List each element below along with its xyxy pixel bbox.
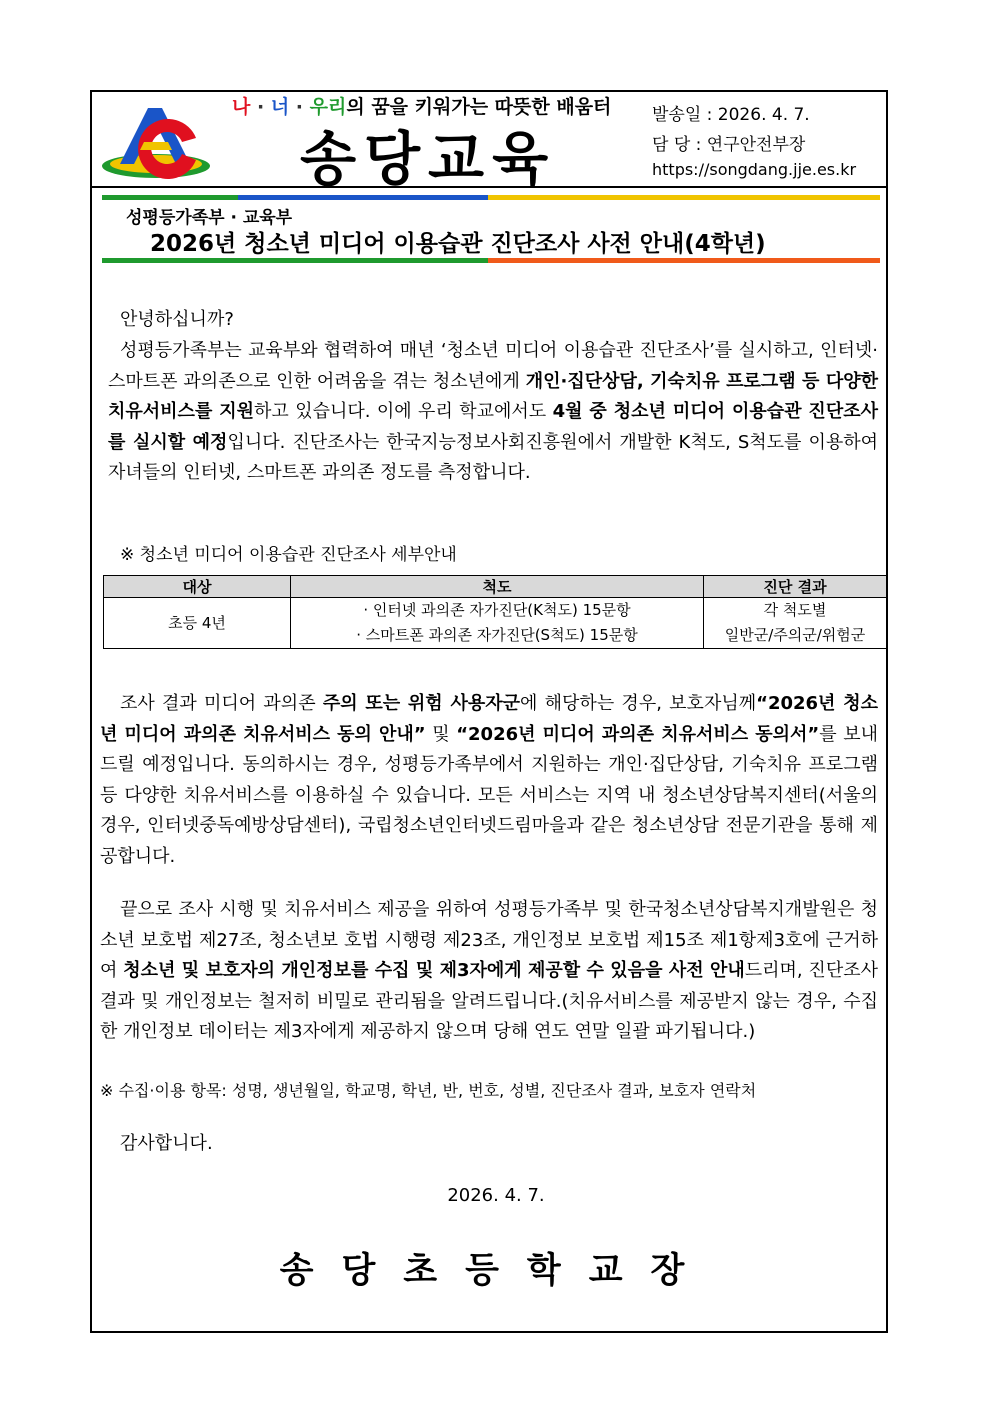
closing-thanks: 감사합니다. (120, 1133, 213, 1154)
collection-note: ※ 수집·이용 항목: 성명, 생년월일, 학교명, 학년, 반, 번호, 성별, 진단조사 결과, 보호자 연락처 (100, 1081, 757, 1100)
result-line-2: 일반군/주의군/위험군 (724, 626, 866, 644)
website-link[interactable]: https://songdang.jje.es.kr (652, 160, 857, 179)
scale-s: · 스마트폰 과의존 자가진단(S척도) 15문항 (356, 626, 638, 644)
notice-title: 2026년 청소년 미디어 이용습관 진단조사 사전 안내(4학년) (150, 231, 766, 257)
principal-signature: 송당초등학교장 (279, 1251, 713, 1291)
school-logo (100, 102, 212, 180)
emphasis: 개인·집단상담, 기숙치유 프로그램 등 다양한 치유서비스를 지원 (108, 370, 878, 422)
result-line-1: 각 척도별 (763, 601, 827, 619)
bottom-bar-green (102, 258, 488, 263)
paragraph-results (100, 689, 878, 872)
cell-result (704, 598, 887, 649)
slogan-separator: · (289, 96, 310, 118)
emphasis: 4월 중 청소년 미디어 이용습관 진단조사를 실시할 예정 (108, 401, 878, 453)
top-bar-yellow (488, 195, 880, 200)
cell-target: 초등 4년 (104, 598, 291, 649)
text: 입니다. 진단조사는 한국지능정보사회진흥원에서 개발한 K척도, S척도를 이용하여 자녀들의 인터넷, 스마트폰 과의존 정도를 측정합니다. (108, 431, 878, 483)
header-result: 진단 결과 (704, 576, 887, 598)
emphasis: “2026년 미디어 과의존 치유서비스 동의서” (456, 723, 820, 745)
top-bar-green (102, 195, 238, 200)
text: 성평등가족부는 교육부와 협력하여 매년 ‘청소년 미디어 이용습관 진단조사’를 실시하고, 인터넷·스마트폰 과의존으로 인한 어려움을 겪는 청소년에게 (108, 340, 878, 392)
slogan-word-na: 나 (232, 96, 251, 118)
text: 에 해당하는 경우, 보호자님께 (520, 693, 757, 714)
table-caption: ※ 청소년 미디어 이용습관 진단조사 세부안내 (120, 545, 457, 565)
letter-date: 2026. 4. 7. (447, 1185, 545, 1206)
bottom-bar-orange (488, 258, 880, 263)
slogan-word-uri: 우리 (309, 96, 347, 118)
text: 끝으로 조사 시행 및 치유서비스 제공을 위하여 성평등가족부 및 한국청소년상담복지개발원은 청소년 보호법 제27조, 청소년보 호법 시행령 제23조, 개인정보 보호법 제15조 제1항제3호에 근거하여 (100, 899, 878, 981)
header-scale: 척도 (291, 576, 704, 598)
text: 조사 결과 미디어 과의존 (120, 693, 323, 714)
text: 드리며, 진단조사 결과 및 개인정보는 철저히 비밀로 관리됨을 알려드립니다.(치유서비스를 제공받지 않는 경우, 수집한 개인정보 데이터는 제3자에게 제공하지 않으며 당해 연도 연말 일괄 파기됩니다.) (100, 960, 878, 1042)
slogan-rest: 의 꿈을 키워가는 따뜻한 배움터 (346, 96, 612, 118)
emphasis: “2026년 청소년 미디어 과의존 치유서비스 동의 안내” (100, 693, 878, 745)
slogan-word-neo: 너 (270, 96, 290, 118)
top-bar-blue (238, 195, 488, 200)
text: 를 보내드릴 예정입니다. 동의하시는 경우, 성평등가족부에서 지원하는 개인·집단상담, 기숙치유 프로그램 등 다양한 치유서비스를 이용하실 수 있습니다. 모든 서비스는 지역 내 청소년상담복지센터(서울의 경우, 인터넷중독예방상담센터), 국립청소년인터넷드림마을과 같은 청소년상담 전문기관을 통해 제공합니다. (100, 723, 878, 867)
greeting: 안녕하십니까? (120, 309, 234, 330)
text: 및 (425, 723, 457, 745)
emphasis: 청소년 및 보호자의 개인정보를 수집 및 제3자에게 제공할 수 있음을 사전 안내 (123, 960, 745, 981)
scale-k: · 인터넷 과의존 자가진단(K척도) 15문항 (363, 601, 631, 619)
survey-table (103, 575, 887, 649)
text: 하고 있습니다. 이에 우리 학교에서도 (254, 401, 553, 422)
cell-scale (291, 598, 704, 649)
slogan-separator: · (250, 96, 271, 118)
table-row (104, 598, 887, 649)
notice-subheading: 성평등가족부 · 교육부 (126, 208, 293, 228)
header-target: 대상 (104, 576, 291, 598)
department: 담 당 : 연구안전부장 (652, 135, 806, 155)
emphasis: 주의 또는 위험 사용자군 (322, 693, 521, 714)
paragraph-intro (108, 336, 878, 489)
issue-date: 발송일 : 2026. 4. 7. (652, 105, 810, 125)
table-header-row (104, 576, 887, 598)
masthead-title: 송당교육 (300, 125, 557, 193)
paragraph-privacy (100, 895, 878, 1048)
